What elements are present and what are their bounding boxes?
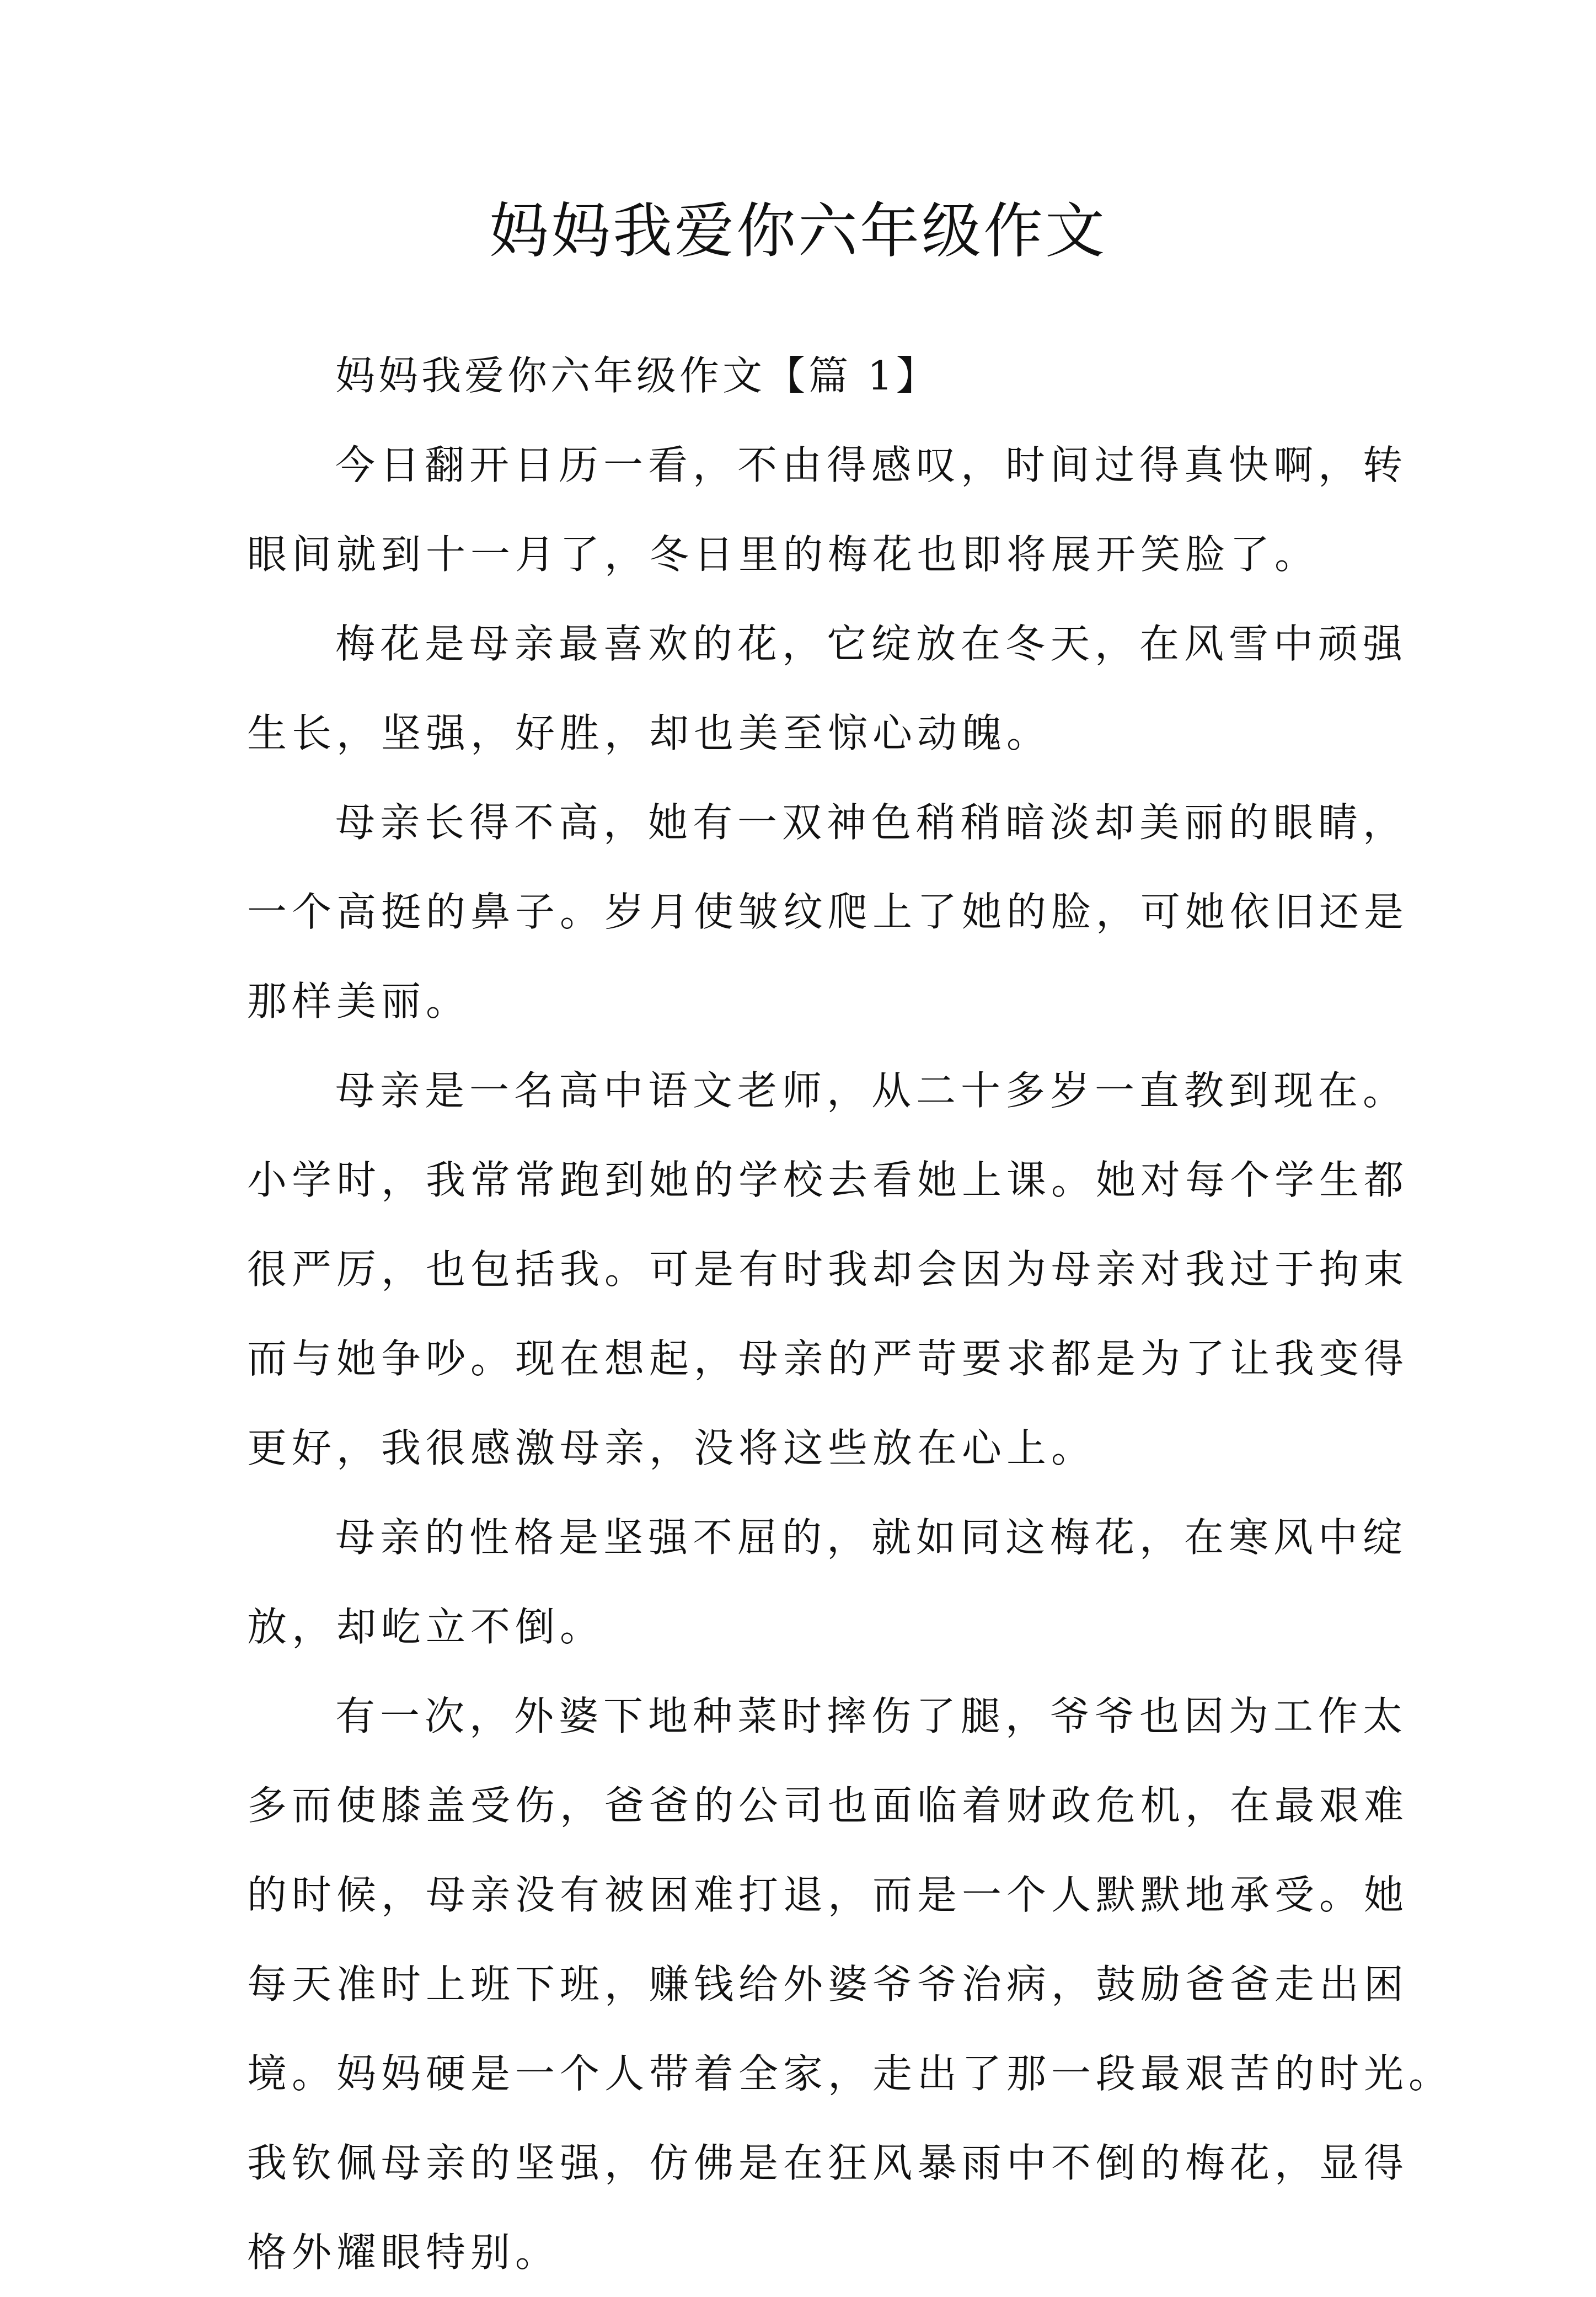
paragraph-line: 眼间就到十一月了，冬日里的梅花也即将展开笑脸了。 [247, 531, 1320, 578]
paragraph-line: 多而使膝盖受伤，爸爸的公司也面临着财政危机，在最艰难 [247, 1782, 1409, 1829]
paragraph-line: 今日翻开日历一看，不由得感叹，时间过得真快啊，转 [335, 442, 1408, 488]
paragraph-1 [247, 420, 1408, 599]
paragraph-line: 母亲长得不高，她有一双神色稍稍暗淡却美丽的眼睛， [335, 799, 1408, 846]
paragraph-line: 我钦佩母亲的坚强，仿佛是在狂风暴雨中不倒的梅花，显得 [247, 2140, 1409, 2186]
paragraph-line: 母亲的性格是坚强不屈的，就如同这梅花，在寒风中绽 [335, 1514, 1408, 1561]
document-title: 妈妈我爱你六年级作文 [489, 197, 1107, 266]
paragraph-line: 母亲是一名高中语文老师，从二十多岁一直教到现在。 [335, 1067, 1408, 1114]
paragraph-line: 更好，我很感激母亲，没将这些放在心上。 [247, 1425, 1096, 1471]
section-heading: 妈妈我爱你六年级作文【篇 1】 [335, 352, 939, 399]
paragraph-line: 生长，坚强，好胜，却也美至惊心动魄。 [247, 710, 1052, 756]
article-body [247, 331, 1454, 2297]
paragraph-6 [247, 1671, 1454, 2297]
paragraph-line: 很严厉，也包括我。可是有时我却会因为母亲对我过于拘束 [247, 1246, 1409, 1292]
paragraph-line: 而与她争吵。现在想起，母亲的严苛要求都是为了让我变得 [247, 1336, 1409, 1382]
paragraph-line: 每天准时上班下班，赚钱给外婆爷爷治病，鼓励爸爸走出困 [247, 1961, 1409, 2007]
paragraph-line: 小学时，我常常跑到她的学校去看她上课。她对每个学生都 [247, 1157, 1409, 1203]
paragraph-2 [247, 599, 1408, 778]
paragraph-line: 的时候，母亲没有被困难打退，而是一个人默默地承受。她 [247, 1872, 1409, 1918]
paragraph-line: 梅花是母亲最喜欢的花，它绽放在冬天，在风雪中顽强 [335, 621, 1408, 667]
paragraph-4 [247, 1046, 1409, 1493]
paragraph-line: 格外耀眼特别。 [247, 2229, 560, 2275]
paragraph-line: 放，却屹立不倒。 [247, 1604, 605, 1650]
paragraph-line: 那样美丽。 [247, 978, 471, 1024]
paragraph-line: 一个高挺的鼻子。岁月使皱纹爬上了她的脸，可她依旧还是 [247, 889, 1409, 935]
paragraph-line: 境。妈妈硬是一个人带着全家，走出了那一段最艰苦的时光。 [247, 2050, 1454, 2097]
paragraph-5 [247, 1493, 1408, 1671]
paragraph-3 [247, 778, 1409, 1046]
paragraph-line: 有一次，外婆下地种菜时摔伤了腿，爷爷也因为工作太 [335, 1693, 1408, 1739]
